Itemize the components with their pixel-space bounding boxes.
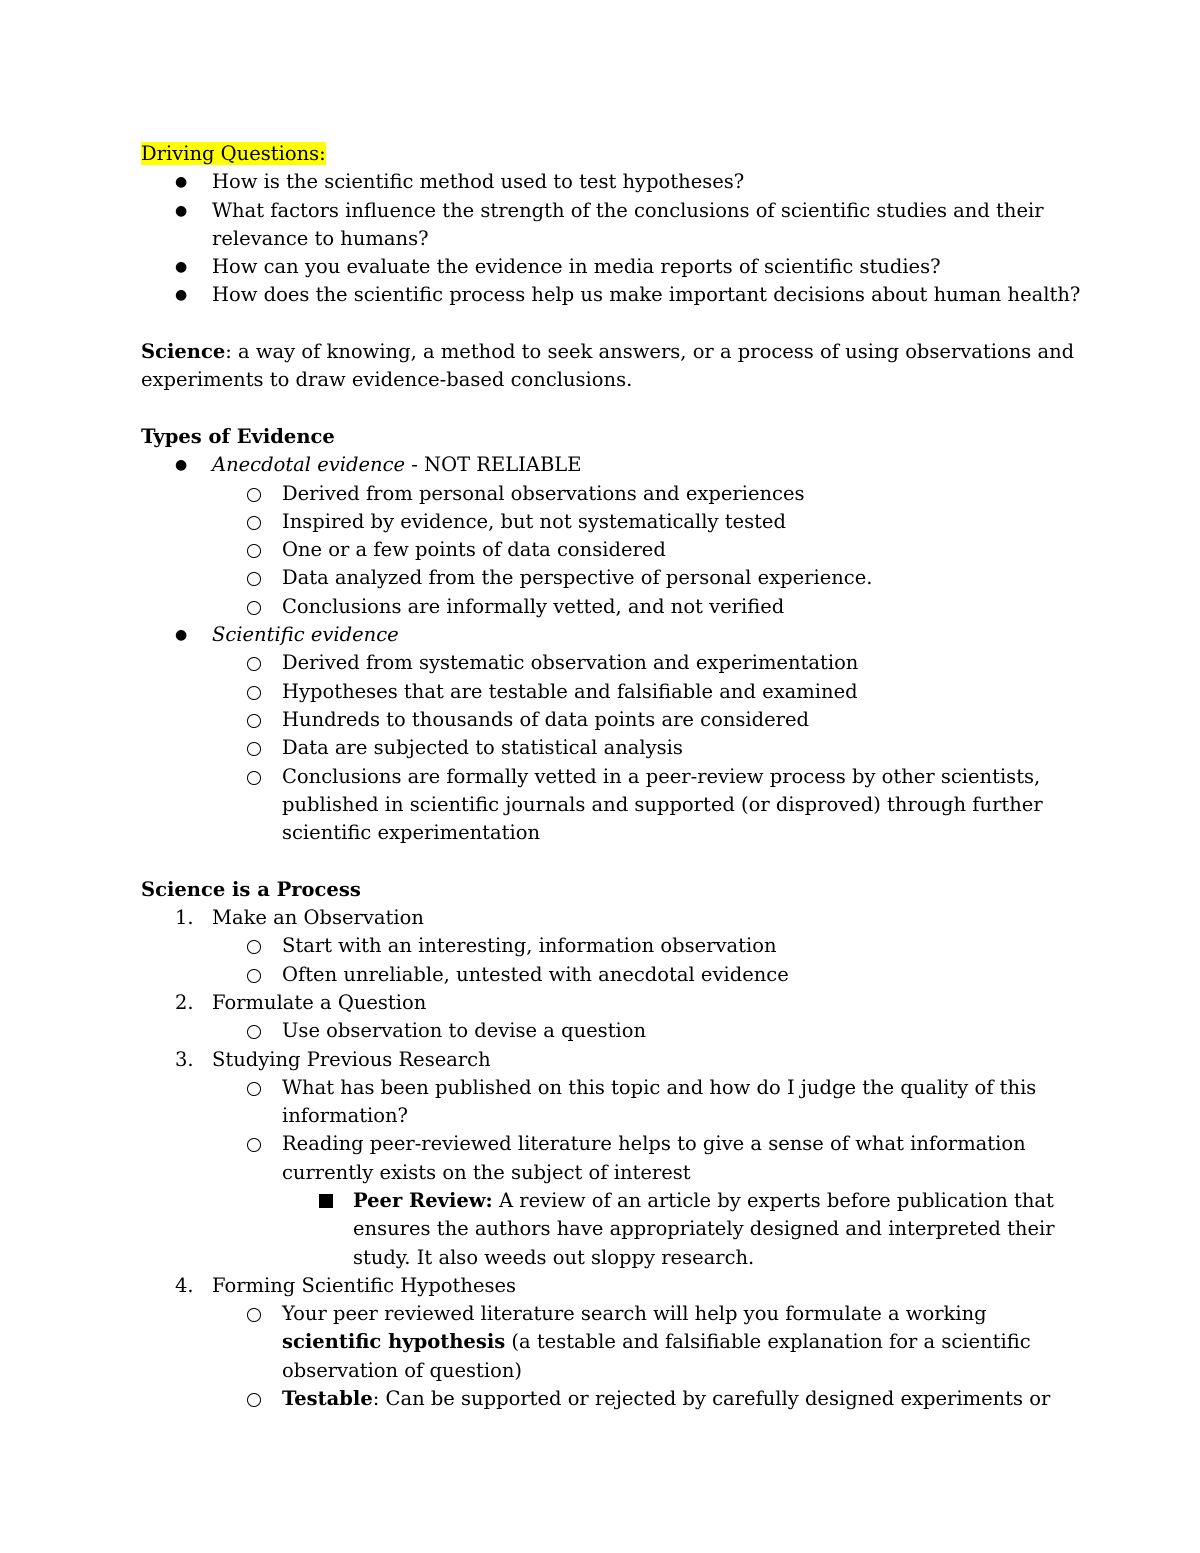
list-item: Inspired by evidence, but not systematically tested (141, 508, 1041, 536)
list-item: Hypotheses that are testable and falsifiable and examined (141, 678, 1041, 706)
list-item: Use observation to devise a question (141, 1017, 1041, 1045)
science-definition-continuation: experiments to draw evidence-based conclusions. (141, 368, 633, 392)
bullet-dot-icon: ● (175, 287, 188, 304)
step-number: 1. (175, 906, 194, 930)
list-item: ● How does the scientific process help us make important decisions about human health? (141, 281, 1041, 309)
list-item: Your peer reviewed literature search will help you formulate a working (141, 1300, 1041, 1328)
numbered-step: 3. Studying Previous Research (141, 1046, 1041, 1074)
hollow-circle-icon (247, 657, 261, 671)
step-number: 2. (175, 990, 194, 1014)
hollow-circle-icon (247, 601, 261, 615)
hollow-circle-icon (247, 771, 261, 785)
bullet-dot-icon: ● (175, 627, 188, 644)
list-item-continuation: study. It also weeds out sloppy research. (353, 1245, 755, 1269)
spacer (141, 395, 1041, 423)
science-definition: Science: a way of knowing, a method to seek answers, or a process of using observations and (141, 340, 1075, 364)
list-item-continuation: scientific experimentation (282, 821, 541, 845)
list-item-continuation: currently exists on the subject of interest (282, 1160, 691, 1184)
spacer (141, 310, 1041, 338)
list-item-continuation: information? (282, 1104, 409, 1128)
hollow-circle-icon (247, 1082, 261, 1096)
bullet-dot-icon: ● (175, 259, 188, 276)
section-heading-process: Science is a Process (141, 877, 361, 901)
list-item: Conclusions are informally vetted, and not verified (141, 593, 1041, 621)
numbered-step: 1. Make an Observation (141, 904, 1041, 932)
list-item-continuation: published in scientific journals and supported (or disproved) through further (282, 792, 1043, 816)
list-item: Data are subjected to statistical analysis (141, 734, 1041, 762)
list-item-peer-review: Peer Review: A review of an article by experts before publication that (141, 1187, 1041, 1215)
list-item: Testable: Can be supported or rejected by carefully designed experiments or (141, 1385, 1041, 1413)
list-item-continuation: ensures the authors have appropriately designed and interpreted their (353, 1217, 1055, 1241)
hollow-circle-icon (247, 1025, 261, 1039)
hollow-circle-icon (247, 969, 261, 983)
list-item: Reading peer-reviewed literature helps to give a sense of what information (141, 1130, 1041, 1158)
list-item: Start with an interesting, information observation (141, 932, 1041, 960)
list-item-scientific: ● Scientific evidence (141, 621, 1041, 649)
list-item: Often unreliable, untested with anecdotal evidence (141, 961, 1041, 989)
list-item: ● How is the scientific method used to test hypotheses? (141, 168, 1041, 196)
hollow-circle-icon (247, 488, 261, 502)
list-item: Derived from systematic observation and experimentation (141, 649, 1041, 677)
list-item-continuation: scientific hypothesis (a testable and falsifiable explanation for a scientific (282, 1330, 1031, 1354)
hollow-circle-icon (247, 544, 261, 558)
science-term: Science (141, 340, 226, 364)
bullet-dot-icon: ● (175, 202, 188, 219)
hollow-circle-icon (247, 516, 261, 530)
driving-questions-title-line (141, 140, 1041, 168)
list-item: Derived from personal observations and experiences (141, 480, 1041, 508)
list-item: What has been published on this topic and how do I judge the quality of this (141, 1074, 1041, 1102)
step-number: 4. (175, 1273, 194, 1297)
section-heading-types: Types of Evidence (141, 424, 335, 448)
hollow-circle-icon (247, 742, 261, 756)
list-item: ● How can you evaluate the evidence in media reports of scientific studies? (141, 253, 1041, 281)
list-item: Hundreds to thousands of data points are considered (141, 706, 1041, 734)
hollow-circle-icon (247, 572, 261, 586)
hollow-circle-icon (247, 714, 261, 728)
list-item: One or a few points of data considered (141, 536, 1041, 564)
list-item: Conclusions are formally vetted in a peer-review process by other scientists, (141, 763, 1041, 791)
list-item: ● What factors influence the strength of the conclusions of scientific studies and their (141, 197, 1041, 225)
document-body (141, 140, 1081, 1413)
hollow-circle-icon (247, 686, 261, 700)
list-item-continuation: relevance to humans? (212, 226, 429, 250)
hollow-circle-icon (247, 940, 261, 954)
hollow-circle-icon (247, 1138, 261, 1152)
square-bullet-icon (319, 1194, 333, 1208)
step-number: 3. (175, 1047, 194, 1071)
numbered-step: 2. Formulate a Question (141, 989, 1041, 1017)
driving-questions-title: Driving Questions: (141, 142, 326, 165)
hollow-circle-icon (247, 1393, 261, 1407)
numbered-step: 4. Forming Scientific Hypotheses (141, 1272, 1041, 1300)
spacer (141, 847, 1041, 875)
bullet-dot-icon: ● (175, 174, 188, 191)
list-item: Data analyzed from the perspective of personal experience. (141, 564, 1041, 592)
bullet-dot-icon: ● (175, 457, 188, 474)
list-item-continuation: observation of question) (282, 1358, 523, 1382)
list-item-anecdotal: ● Anecdotal evidence - NOT RELIABLE (141, 451, 1041, 479)
hollow-circle-icon (247, 1308, 261, 1322)
